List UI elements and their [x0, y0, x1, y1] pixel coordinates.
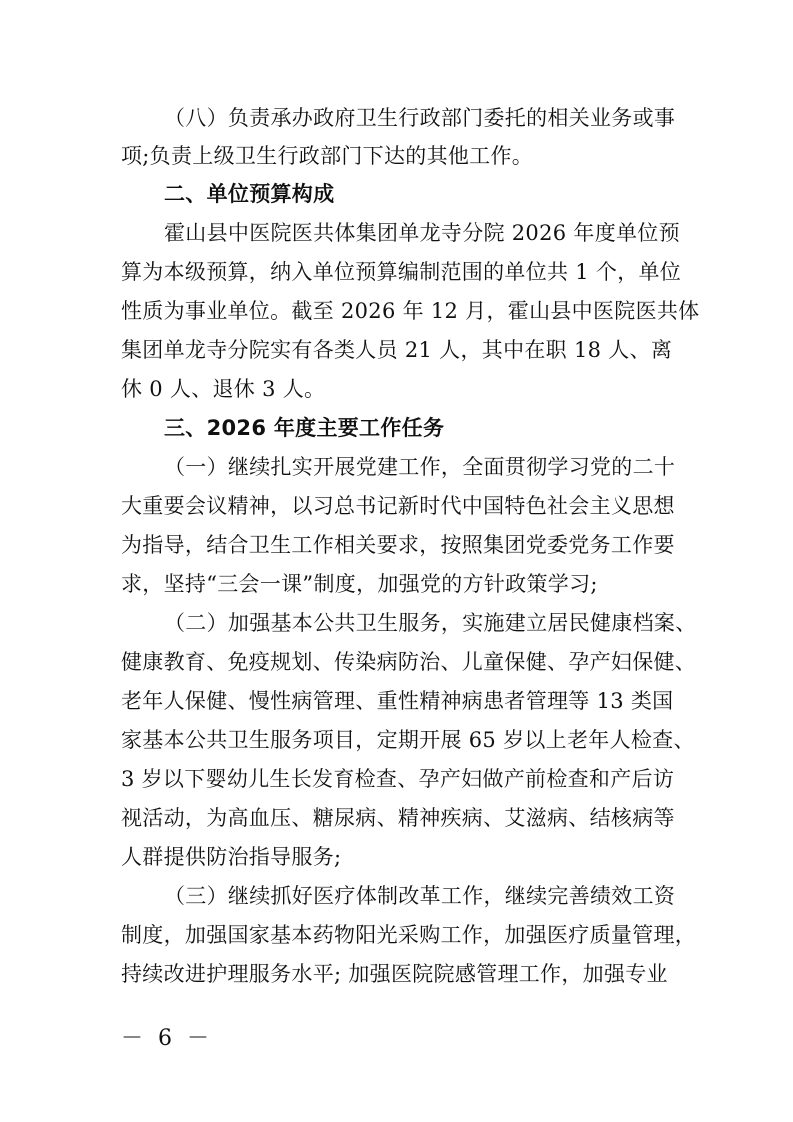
paragraph-line: 家基本公共卫生服务项目，定期开展 65 岁以上老年人检查、	[121, 728, 695, 752]
paragraph-line: 老年人保健、慢性病管理、重性精神病患者管理等 13 类国	[121, 689, 674, 713]
paragraph-line: 持续改进护理服务水平; 加强医院院感管理工作，加强专业	[121, 962, 668, 986]
section-heading: 三、2026 年度主要工作任务	[164, 416, 445, 440]
paragraph-line: 算为本级预算，纳入单位预算编制范围的单位共 1 个，单位	[121, 260, 682, 284]
paragraph-line: 霍山县中医院医共体集团单龙寺分院 2026 年度单位预	[164, 221, 680, 245]
paragraph-line: 为指导，结合卫生工作相关要求，按照集团党委党务工作要	[121, 533, 675, 557]
paragraph-line: 视活动，为高血压、糖尿病、精神疾病、艾滋病、结核病等	[121, 806, 675, 830]
page-number: － 6 －	[121, 1026, 213, 1051]
section-heading: 二、单位预算构成	[164, 182, 335, 206]
paragraph-line: 性质为事业单位。截至 2026 年 12 月，霍山县中医院医共体	[121, 299, 700, 323]
paragraph-line: （三）继续抓好医疗体制改革工作，继续完善绩效工资	[164, 884, 676, 908]
paragraph-line: （一）继续扎实开展党建工作，全面贯彻学习党的二十	[164, 455, 676, 479]
paragraph-line: 休 0 人、退休 3 人。	[121, 377, 326, 401]
paragraph-line: 健康教育、免疫规划、传染病防治、儿童保健、孕产妇保健、	[121, 650, 697, 674]
paragraph-line: 大重要会议精神，以习总书记新时代中国特色社会主义思想	[121, 494, 675, 518]
paragraph-line: 集团单龙寺分院实有各类人员 21 人，其中在职 18 人、离	[121, 338, 673, 362]
paragraph-line: 项;负责上级卫生行政部门下达的其他工作。	[121, 144, 534, 168]
paragraph-line: （八）负责承办政府卫生行政部门委托的相关业务或事	[164, 106, 676, 130]
paragraph-line: （二）加强基本公共卫生服务，实施建立居民健康档案、	[164, 611, 697, 635]
paragraph-line: 人群提供防治指导服务;	[121, 845, 342, 869]
paragraph-line: 制度，加强国家基本药物阳光采购工作，加强医疗质量管理，	[121, 923, 697, 947]
paragraph-line: 3 岁以下婴幼儿生长发育检查、孕产妇做产前检查和产后访	[121, 767, 675, 791]
paragraph-line: 求，坚持“三会一课”制度，加强党的方针政策学习;	[121, 572, 598, 596]
